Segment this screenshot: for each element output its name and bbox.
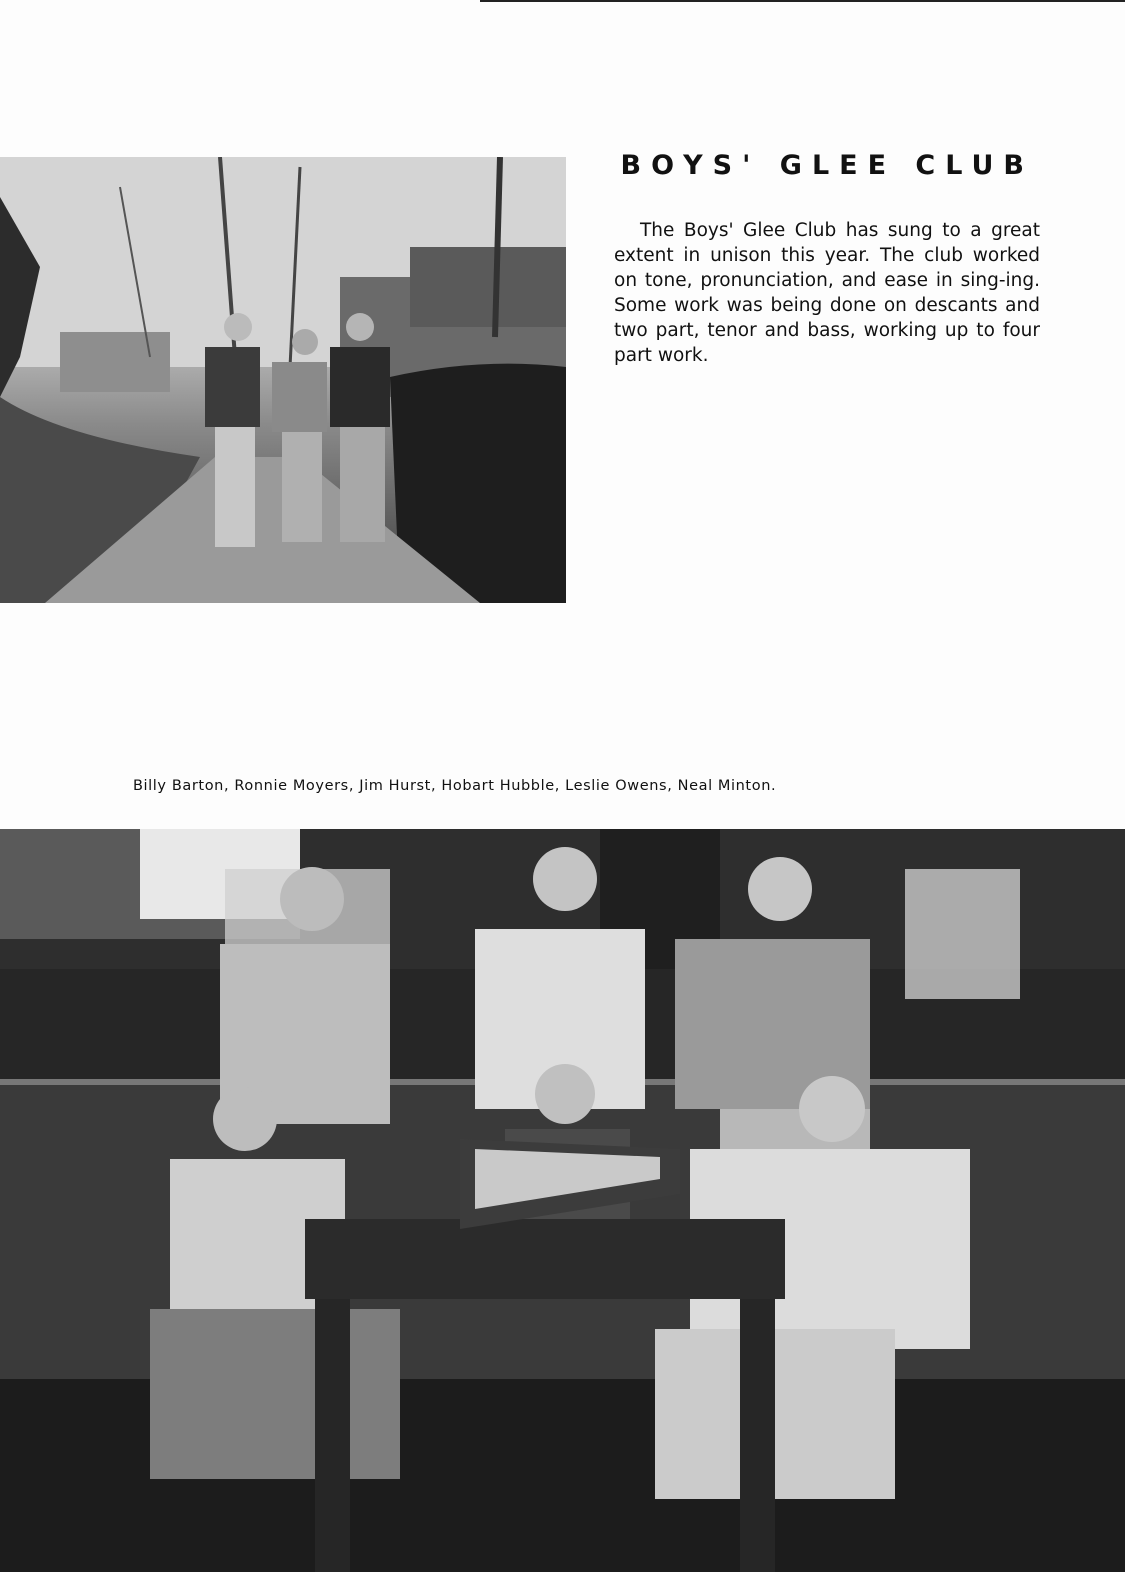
description-paragraph: The Boys' Glee Club has sung to a great extent in unison this year. The club worked on tone, pronunciation, and ease in sing-ing. Some work was being done on descants and two part, tenor and bass, working up to four part work. xyxy=(614,220,1040,366)
photo-caption: Billy Barton, Ronnie Moyers, Jim Hurst, Hobart Hubble, Leslie Owens, Neal Minton. xyxy=(133,778,777,794)
photo-boys-walking xyxy=(0,157,566,603)
top-rule xyxy=(480,0,1125,2)
photo-group-portrait xyxy=(0,829,1125,1572)
page-title: BOYS' GLEE CLUB xyxy=(620,150,1034,181)
